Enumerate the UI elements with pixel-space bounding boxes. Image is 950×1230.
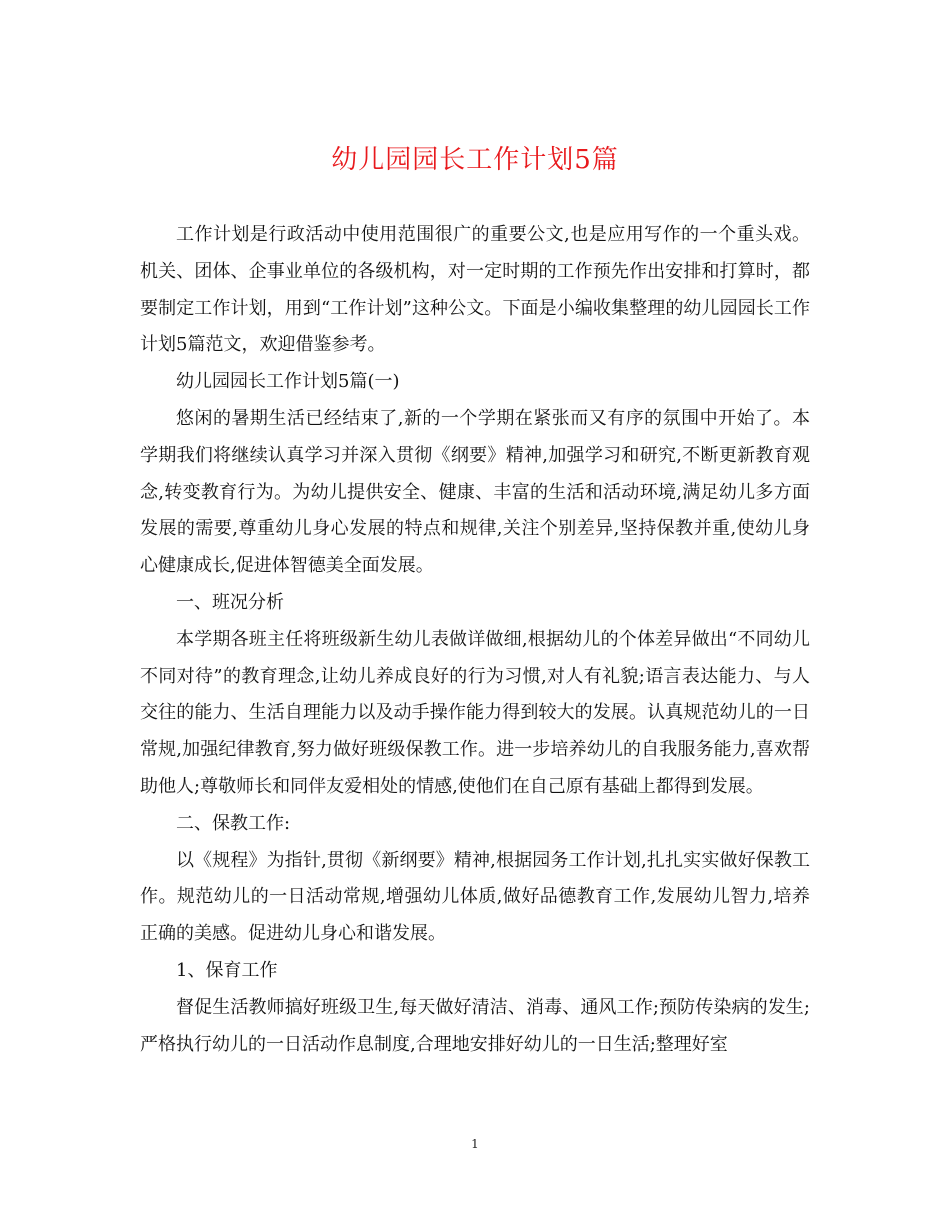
section-heading-plan-one: 幼儿园园长工作计划5篇(一) [176, 371, 400, 393]
section-heading-class-analysis: 一、班况分析 [176, 591, 284, 613]
paragraph-semester-start: 悠闲的暑期生活已经结束了,新的一个学期在紧张而又有序的氛围中开始了。本学期我们将继续认真学习并深入贯彻《纲要》精神,加强学习和研究,不断更新教育观念,转变教育行为。为幼儿提供安全、健康、丰富的生活和活动环境,满足幼儿多方面发展的需要,尊重幼儿身心发展的特点和规律,关注个别差异,坚持保教并重,使幼儿身心健康成长,促进体智德美全面发展。 [140, 407, 810, 577]
paragraph-class-analysis: 本学期各班主任将班级新生幼儿表做详做细,根据幼儿的个体差异做出“不同幼儿不同对待”的教育理念,让幼儿养成良好的行为习惯,对人有礼貌;语言表达能力、与人交往的能力、生活自理能力以及动手操作能力得到较大的发展。认真规范幼儿的一日常规,加强纪律教育,努力做好班级保教工作。进一步培养幼儿的自我服务能力,喜欢帮助他人;尊敬师长和同伴友爱相处的情感,使他们在自己原有基础上都得到发展。 [140, 628, 810, 797]
page-number: 1 [471, 1137, 479, 1151]
document-body [140, 217, 810, 1063]
section-heading-care-education: 二、保教工作: [176, 812, 291, 834]
section-heading-nursing-work: 1、保育工作 [176, 959, 278, 981]
paragraph-nursing-work: 督促生活教师搞好班级卫生,每天做好清洁、消毒、通风工作;预防传染病的发生;严格执行幼儿的一日活动作息制度,合理地安排好幼儿的一日生活;整理好室 [140, 996, 810, 1055]
intro-paragraph: 工作计划是行政活动中使用范围很广的重要公文,也是应用写作的一个重头戏。机关、团体、企事业单位的各级机构，对一定时期的工作预先作出安排和打算时，都要制定工作计划，用到“工作计划”这种公文。下面是小编收集整理的幼儿园园长工作计划5篇范文，欢迎借鉴参考。 [140, 224, 810, 356]
document-title: 幼儿园园长工作计划5篇 [331, 145, 619, 175]
paragraph-care-education: 以《规程》为指针,贯彻《新纲要》精神,根据园务工作计划,扎扎实实做好保教工作。规范幼儿的一日活动常规,增强幼儿体质,做好品德教育工作,发展幼儿智力,培养正确的美感。促进幼儿身心和谐发展。 [140, 849, 810, 945]
